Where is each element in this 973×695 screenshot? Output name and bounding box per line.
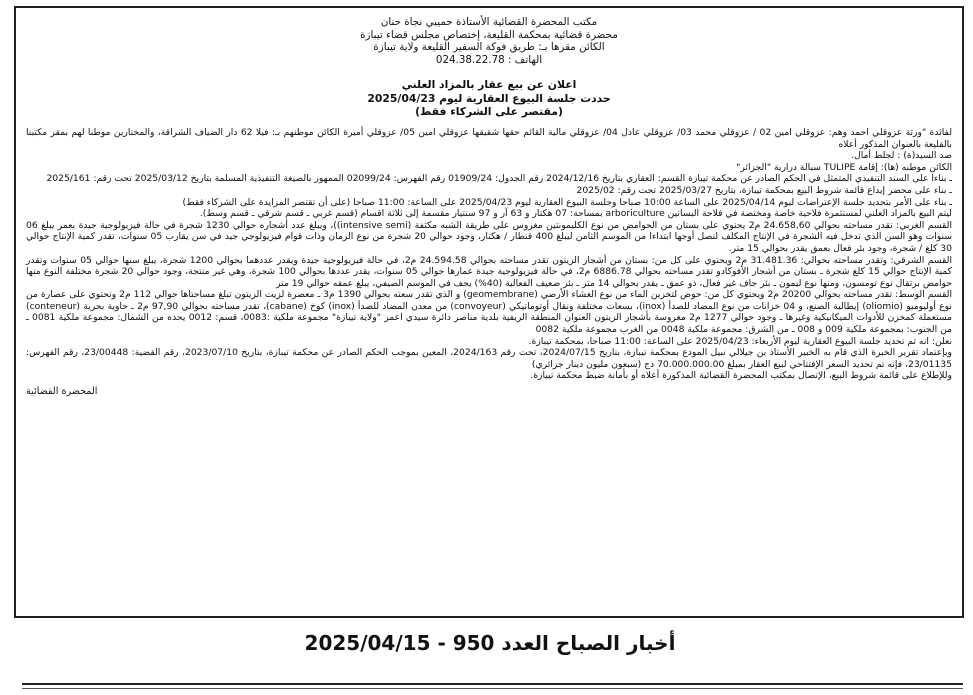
announcement-paragraph: نعلن: انه تم تحديد جلسة البيوع العقارية ليوم الأربعاء: 2025/04/23 على الساعة: 11:00 صباحا، بمحكمة تيبازة. bbox=[528, 335, 952, 347]
partners-only-note: (مقتصر على الشركاء فقط) bbox=[415, 104, 563, 118]
expertise-price-paragraph: وبإعتماد تقرير الخبرة الذي قام به الخبير الأستاذ بن جيلالي نبيل المودع بمحكمة تيبازة، بتاريخ 2024/07/15، تحت رقم 2024/163، المعين بموجب الحكم الصادر عن محكمة تيبازة، بتاريخ 2023/07/10، رقم القضية: 23/00448، رقم الفهرس: 23/01135، فإنه تم تحديد السعر الإفتتاحي لبيع العقار بمبلغ 70.000.000.00 دج (سبعون مليون دينار جزائري) bbox=[26, 347, 952, 370]
footer-rule-thin bbox=[22, 688, 963, 689]
office-header bbox=[26, 16, 952, 66]
beneficiaries-paragraph: لفائدة "ورثة عزوقلي احمد وهم: عزوقلي امين 02 / عزوقلي محمد 03/ عزوقلي عادل 04/ عزوقلي مالية القائم حقها شقيقها عزوقلي امين 05/ عزوقلي أميرة الكائن موطنهم بـ: فيلا 62 دار الضياف الشراقة، والمختارين موطنا لهم بمقر مكتبنا بالقليعة بالعنوان المذكور أعلاه bbox=[26, 126, 953, 150]
office-address: الكائن مقرها بـ: طريق فوكة السفير القليعة ولاية تيبازة bbox=[373, 41, 605, 54]
bailiff-signature: المحضرة القضائية bbox=[26, 386, 98, 398]
conditions-deposit-paragraph: ـ بناء على محضر إيداع قائمة شروط البيع بمحكمة تيبازة، بتاريخ 2025/03/27 تحت رقم: 2025/02 bbox=[576, 184, 952, 196]
middle-section-paragraph: القسم الوسط: تقدر مساحته بحوالي 20200 م2 ويحتوي كل من: حوض لتخزين الماء من نوع الغشاء الأرضي (geomembrane) و الذي تقدر سعته بحوالي 1390 م3 ـ معصرة لزيت الزيتون تبلغ مساحتاها حوالي 112 م2 وتحتوي على عصارة من نوع أوليوميو (oliomio) إيطالية الصنع، و 04 خزانات من نوع المضاد للصدأ (inox)، بسعات مختلفة ونقال أوتوماتيكي (convoyeur) من معدن المضاد للصدأ (inox) كوخ (cabane)، تقدر مساحته بحوالي 97,90 م2 ـ حاوية بحرية (conteneur) مستعملة كمخزن للأدوات الميكانيكية وغيرها ـ وجود حوالي 1277 م2 مغروسة بأشجار الزيتون العنوان المنطقة الريفية بلدية مناصر دائرة سيدي اعمر "ولاية تيبازة" مجموعة ملكية :0083، قسم: 0012 يحده من الشمال: مجموعة ملكية 0081 ـ من الجنوب: بمجموعة ملكية 009 و 008 ـ من الشرق: مجموعة ملكية 0048 من الغرب مجموعة ملكية 0082 bbox=[26, 289, 953, 336]
notice-title: اعلان عن بيع عقار بالمزاد العلني bbox=[401, 78, 577, 92]
hearing-order-paragraph: ـ بناء على الأمر بتحديد جلسة الإعتراضات ليوم 2025/04/14 على الساعة 10:00 صباحا وجلسة البيوع العقارية ليوم 2025/04/23 على الساعة: 11:00 صباحا (على أن تقتصر المزايدة على الشركاء فقط) bbox=[182, 196, 952, 208]
notice-titles bbox=[26, 78, 952, 118]
legal-notice bbox=[14, 6, 964, 618]
office-jurisdiction: محضرة قضائية بمحكمة القليعة، إختصاص مجلس قضاء تيبازة bbox=[360, 28, 618, 41]
western-section-paragraph: القسم الغربي: تقدر مساحته بحوالي 24.658,60 م2 يحتوي على بستان من الحوامض من نوع الكليمونتين مغروس على طريقة الشبه مكثفة (intensive semi))، ويبلغ عدد أشجاره حوالي 1230 شجرة في حالة فيزيولوجية جيدة بعمر يبلغ 06 سنوات وهو السن الذي تدخل فيه الشجرة في الإنتاج المكلف لتصل أوجها ابتداءا من الموسم الثامن ليبلغ 400 قنطار / هكتار، وجود حوالي 20 شجرة من نوع الرمان وذات قوام فيزيولوجي جيد في سن يقارب 05 سنوات، تقدر كمية الإنتاج حوالي 30 كلغ / شجرة، وجود بئر فعال بعمق يقدر بحوالي 15 متر. bbox=[26, 219, 953, 254]
hearing-date-line: حددت جلسة البيوع العقارية ليوم 2025/04/23 bbox=[367, 91, 611, 105]
footer-rule-thick bbox=[22, 683, 963, 685]
defendant-paragraph: ضد السيد(ة) : لجلط أمال. bbox=[851, 150, 952, 162]
executive-title-paragraph: ـ بناءا على السند التنفيذي المتمثل في الحكم الصادر عن محكمة تيبازة القسم: العقاري بتاريخ 2024/12/16 رقم الجدول: 01909/24 رقم الفهرس: 02099/24 الممهور بالصيغة التنفيذية المسلمة بتاريخ 2025/03/12 تحت رقم: 2025/161 bbox=[46, 173, 952, 185]
info-contact-paragraph: وللإطلاع على قائمة شروط البيع، الإتصال بمكتب المحضرة القضائية المذكورة أعلاه أو بأمانة ضبط محكمة تيبازة. bbox=[530, 370, 952, 382]
eastern-section-paragraph: القسم الشرقي: وتقدر مساحته بحوالي: 31.481.36 م2 ويحتوي على كل من: بستان من أشجار الزيتون تقدر مساحته بحوالي 24.594.58 م2، في حالة فيزيولوجية جيدة ويقدر عددهما بحوالي 1200 شجرة، يبلغ سنها حوالي 05 سنوات وتقدر كمية الإنتاج حوالي 15 كلغ شجرة ـ بستان من أشجار الأفوكادو تقدر مساحته بحوالي 6886.78 م2، في حالة فيزيولوجية جيدة عمارها حوالي 05 سنوات، يقدر عددها بحوالي 100 شجرة، وهي غير منتجة، وجود حوالي 20 شجرة مختلفة النوع منها حوامض برتقال نوع تومسون، ومنها نوع ليمون ـ بئر جاف غير فعال، ذو عمق ـ يقدر بحوالي 14 متر ـ بئر ضعيف الفعالية (40%) يجف في الموسم الصيفي، يبلغ عمقه حوالي 19 متر bbox=[26, 254, 953, 289]
defendant-address-paragraph: الكائن موطنه (ها): إقامة TULIPE سبالة درارية "الجزائر" bbox=[736, 161, 952, 173]
office-name: مكتب المحضرة القضائية الأستاذة حميبي نجاة حنان bbox=[380, 16, 598, 28]
notice-body bbox=[26, 127, 952, 382]
sale-object-paragraph: ليتم البيع بالمزاد العلني لمستثمرة فلاحية خاصة ومختصة في فلاحة البساتين arboriculture بمساحة: 07 هكتار و 63 آر و 97 سنتيار مقسمة إلى ثلاثة اقسام (قسم غربي ـ قسم شرقي ـ قسم وسط). bbox=[199, 208, 952, 220]
office-phone: الهاتف : 024.38.22.78 bbox=[435, 53, 543, 66]
newspaper-footer: أخبار الصباح العدد 950 - 2025/04/15 bbox=[304, 631, 676, 655]
